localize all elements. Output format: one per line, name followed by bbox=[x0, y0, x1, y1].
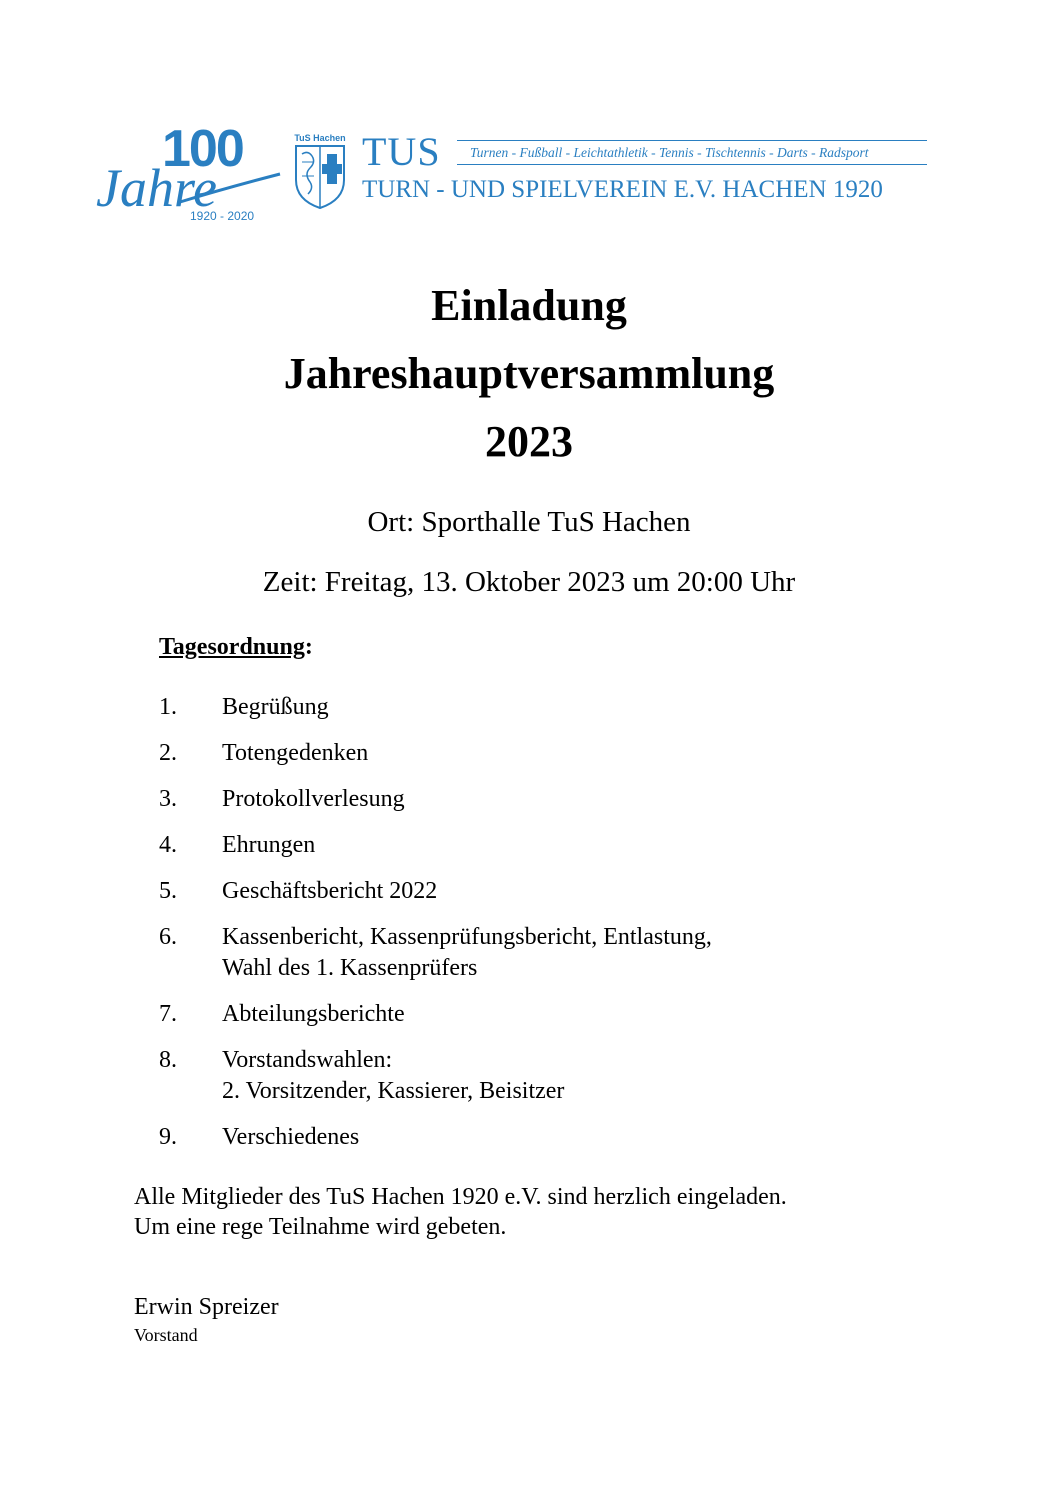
club-short-name: TUS bbox=[362, 129, 441, 174]
agenda-item-text: Geschäftsbericht 2022 bbox=[222, 878, 438, 904]
agenda-item-text: Protokollverlesung bbox=[222, 786, 405, 812]
title-line-invitation: Einladung bbox=[431, 281, 627, 330]
agenda-item-number: 1. bbox=[159, 694, 177, 720]
jubilee-years: 1920 - 2020 bbox=[190, 209, 255, 223]
agenda-item-text: Abteilungsberichte bbox=[222, 1001, 405, 1027]
agenda-item-text-continued: Wahl des 1. Kassenprüfers bbox=[222, 955, 478, 981]
agenda-item-number: 2. bbox=[159, 740, 177, 766]
header-rule-bottom bbox=[457, 164, 927, 165]
meeting-place: Ort: Sporthalle TuS Hachen bbox=[367, 506, 691, 538]
club-crest-icon bbox=[290, 132, 350, 212]
title-line-year: 2023 bbox=[485, 417, 573, 466]
document-title bbox=[0, 272, 1058, 476]
jubilee-number: 100 bbox=[162, 120, 243, 178]
agenda-heading-label: Tagesordnung bbox=[159, 634, 305, 660]
agenda-heading bbox=[159, 632, 313, 662]
jubilee-word: Jahre bbox=[96, 158, 217, 218]
agenda-item-text: Kassenbericht, Kassenprüfungsbericht, Entlastung, bbox=[222, 924, 712, 950]
meeting-time: Zeit: Freitag, 13. Oktober 2023 um 20:00 Uhr bbox=[262, 566, 796, 598]
agenda-item-number: 8. bbox=[159, 1047, 177, 1073]
crest-label: TuS Hachen bbox=[294, 133, 346, 143]
agenda-item-text: Ehrungen bbox=[222, 832, 316, 858]
club-sports-list: Turnen - Fußball - Leichtathletik - Tennis - Tischtennis - Darts - Radsport bbox=[470, 145, 869, 160]
agenda-item-number: 3. bbox=[159, 786, 177, 812]
agenda-item-number: 6. bbox=[159, 924, 177, 950]
agenda-item-text: Vorstandswahlen: bbox=[222, 1047, 393, 1073]
closing-invitation: Alle Mitglieder des TuS Hachen 1920 e.V. sind herzlich eingeladen. bbox=[134, 1184, 787, 1210]
title-line-meeting: Jahreshauptversammlung bbox=[283, 349, 775, 398]
signer-name: Erwin Spreizer bbox=[134, 1294, 279, 1320]
agenda-item-number: 5. bbox=[159, 878, 177, 904]
agenda-item-text-continued: 2. Vorsitzender, Kassierer, Beisitzer bbox=[222, 1078, 565, 1104]
agenda-item-number: 4. bbox=[159, 832, 177, 858]
club-full-name: TURN - UND SPIELVEREIN E.V. HACHEN 1920 bbox=[362, 176, 883, 203]
header-rule-top bbox=[457, 140, 927, 141]
agenda-heading-colon: : bbox=[304, 634, 313, 660]
jubilee-logo bbox=[96, 118, 286, 228]
agenda-item-number: 9. bbox=[159, 1124, 177, 1150]
closing-request: Um eine rege Teilnahme wird gebeten. bbox=[134, 1214, 507, 1240]
club-name-block bbox=[362, 130, 932, 210]
agenda-item-text: Verschiedenes bbox=[222, 1124, 360, 1150]
agenda-item-text: Totengedenken bbox=[222, 740, 369, 766]
agenda-item-text: Begrüßung bbox=[222, 694, 329, 720]
signer-role: Vorstand bbox=[134, 1325, 198, 1345]
agenda-item-number: 7. bbox=[159, 1001, 177, 1027]
